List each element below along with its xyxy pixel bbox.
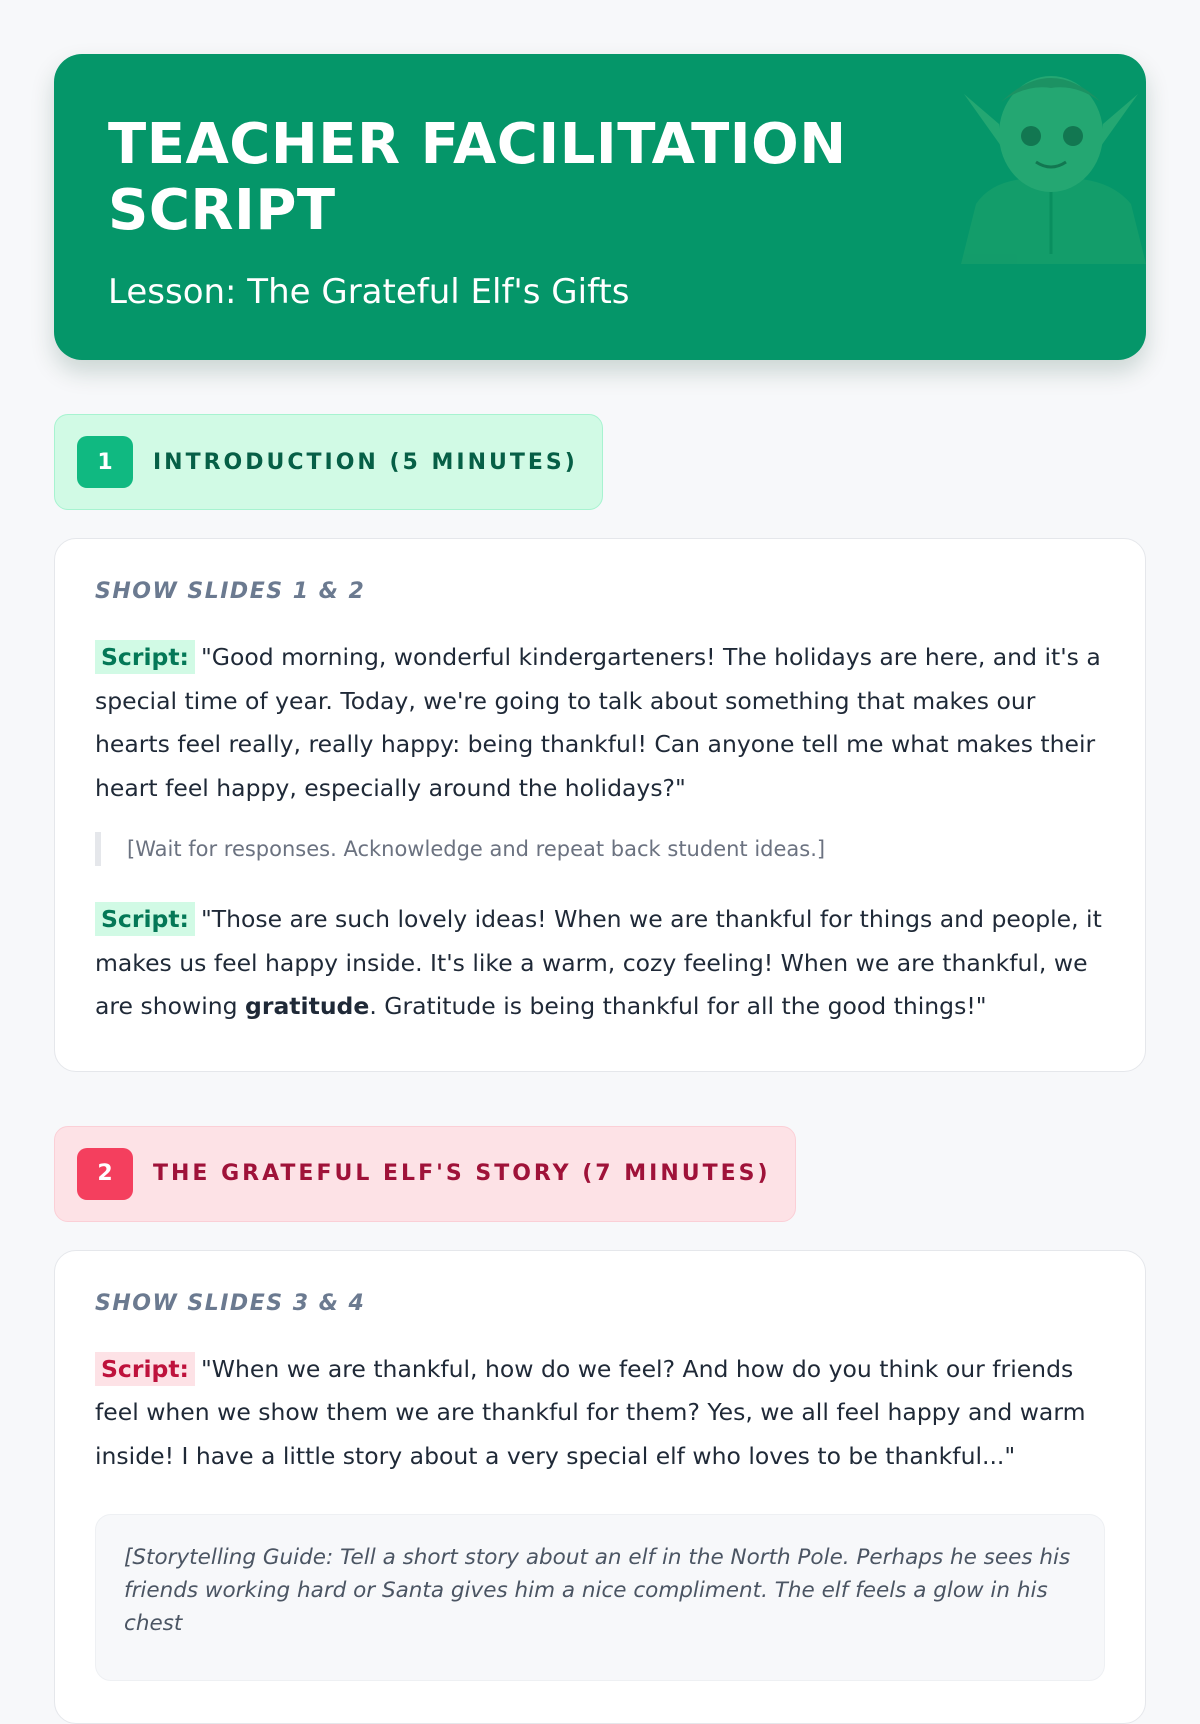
script-paragraph [95, 1348, 1105, 1479]
bold-term: gratitude [245, 992, 369, 1020]
teacher-note: [Wait for responses. Acknowledge and repeat back student ideas.] [95, 832, 1105, 866]
script-text: "When we are thankful, how do we feel? And how do you think our friends feel when we show them we are thankful for them? Yes, we all feel happy and warm inside! I have a little story about a very special elf who loves to be thankful..." [95, 1355, 1085, 1470]
slides-label: SHOW SLIDES 3 & 4 [95, 1291, 1105, 1316]
section-card-introduction [54, 538, 1146, 1072]
section-number: 1 [77, 436, 133, 488]
section-title: INTRODUCTION (5 MINUTES) [153, 450, 578, 475]
slides-label: SHOW SLIDES 1 & 2 [95, 579, 1105, 604]
script-tag: Script: [95, 902, 195, 936]
section-card-story [54, 1250, 1146, 1724]
section-title: THE GRATEFUL ELF'S STORY (7 MINUTES) [153, 1161, 771, 1186]
script-text: . Gratitude is being thankful for all the good things!" [369, 992, 986, 1020]
script-paragraph [95, 636, 1105, 810]
section-header-story [54, 1126, 796, 1222]
section-header-introduction [54, 414, 603, 510]
script-tag: Script: [95, 640, 195, 674]
page-title: TEACHER FACILITATION SCRIPT [108, 112, 928, 244]
header-banner [54, 54, 1146, 360]
script-tag: Script: [95, 1352, 195, 1386]
elf-icon [956, 54, 1146, 264]
section-number: 2 [77, 1148, 133, 1200]
script-text: "Those are such lovely ideas! When we are thankful for things and people, it makes us feel happy inside. It's like a warm, cozy feeling! When we are thankful, we are showing [95, 905, 1102, 1020]
script-text: "Good morning, wonderful kindergarteners! The holidays are here, and it's a special time of year. Today, we're going to talk about something that makes our hearts feel really, really happy: being thankful! Can anyone tell me what makes their heart feel happy, especially around the holidays?" [95, 643, 1101, 802]
script-paragraph [95, 898, 1105, 1029]
storytelling-guide: [Storytelling Guide: Tell a short story about an elf in the North Pole. Perhaps he sees his friends working hard or Santa gives him a nice compliment. The elf feels a glow in his chest [95, 1514, 1105, 1681]
lesson-subtitle: Lesson: The Grateful Elf's Gifts [108, 272, 1092, 312]
